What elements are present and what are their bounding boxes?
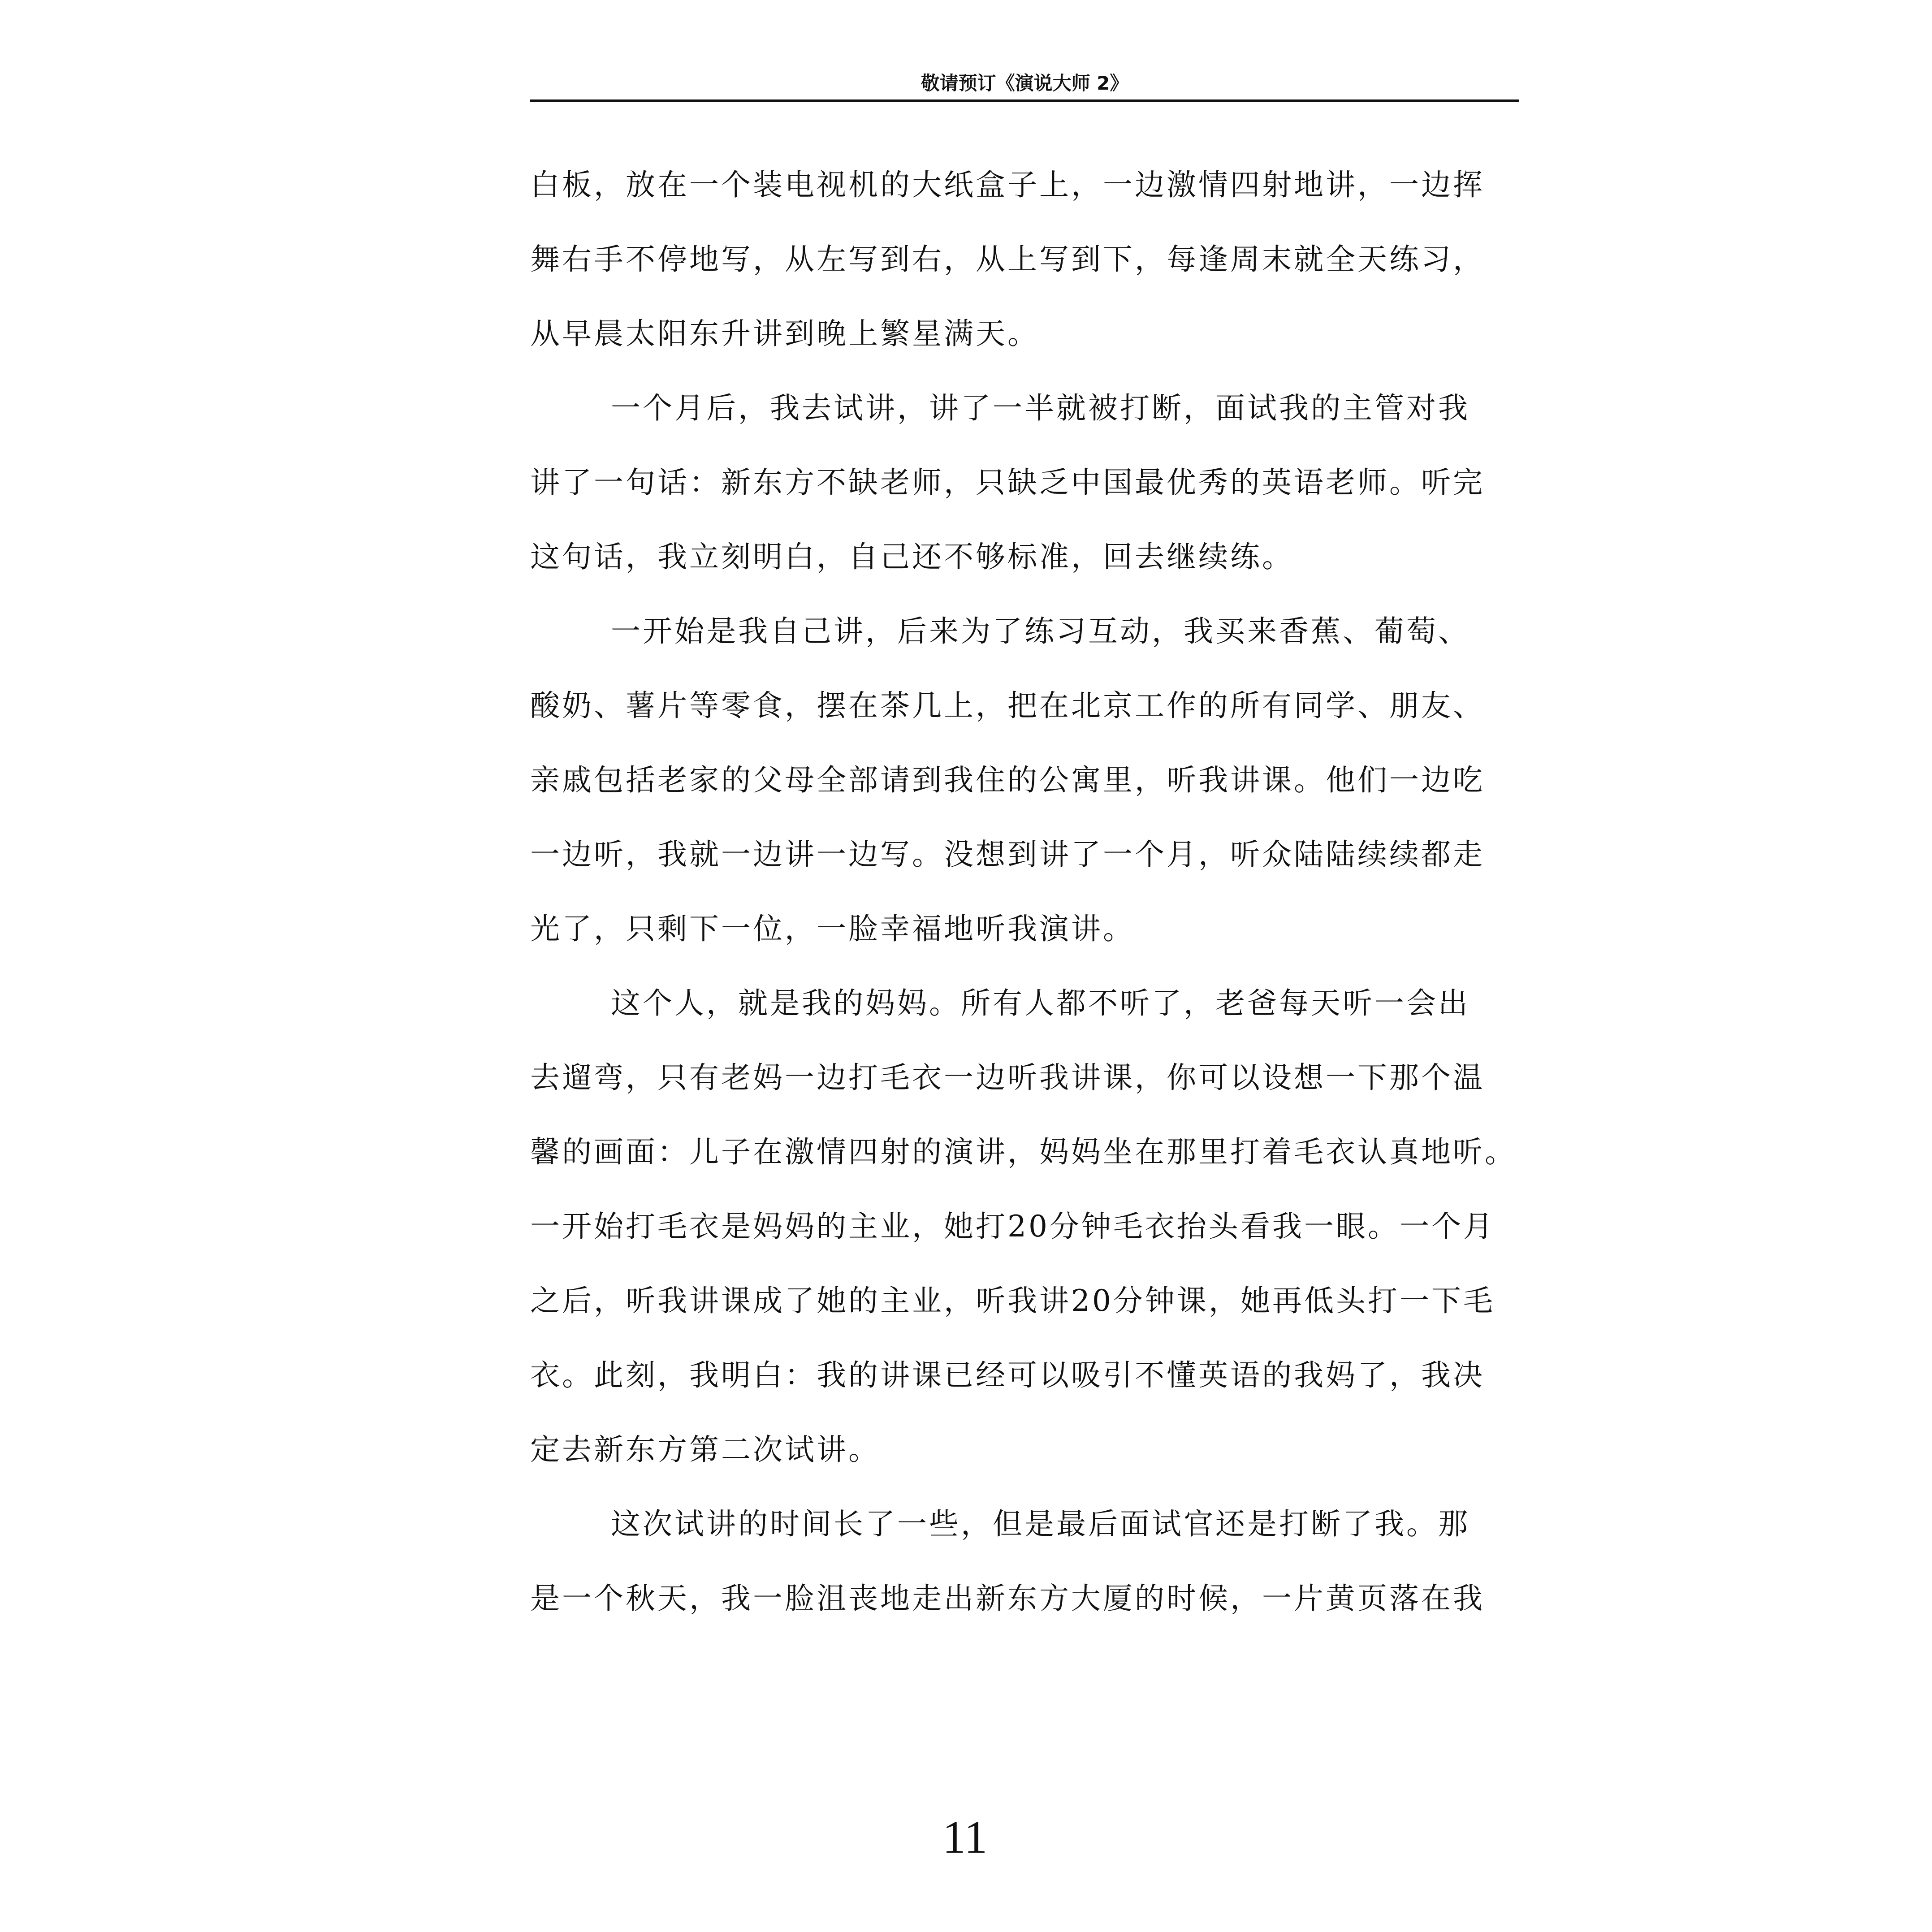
body-text — [530, 148, 1519, 1636]
text-line: 去遛弯，只有老妈一边打毛衣一边听我讲课，你可以设想一下那个温 — [530, 1060, 1485, 1095]
text-line: 一边听，我就一边讲一边写。没想到讲了一个月，听众陆陆续续都走 — [530, 837, 1485, 872]
text-line: 一开始是我自己讲，后来为了练习互动，我买来香蕉、葡萄、 — [611, 614, 1470, 648]
text-line: 讲了一句话：新东方不缺老师，只缺乏中国最优秀的英语老师。听完 — [530, 465, 1485, 500]
text-line: 这个人，就是我的妈妈。所有人都不听了，老爸每天听一会出 — [611, 986, 1470, 1020]
text-line: 馨的画面：儿子在激情四射的演讲，妈妈坐在那里打着毛衣认真地听。 — [530, 1135, 1517, 1169]
text-line: 舞右手不停地写，从左写到右，从上写到下，每逢周末就全天练习， — [530, 242, 1485, 277]
text-line: 这句话，我立刻明白，自己还不够标准，回去继续练。 — [530, 540, 1294, 574]
text-line: 从早晨太阳东升讲到晚上繁星满天。 — [530, 316, 1039, 351]
page-number: 11 — [942, 1811, 988, 1863]
running-header: 敬请预订《演说大师 2》 — [921, 72, 1129, 94]
text-line: 酸奶、薯片等零食，摆在茶几上，把在北京工作的所有同学、朋友、 — [530, 688, 1485, 723]
text-line: 亲戚包括老家的父母全部请到我住的公寓里，听我讲课。他们一边吃 — [530, 763, 1485, 797]
header-rule — [530, 99, 1519, 102]
text-line: 一个月后，我去试讲，讲了一半就被打断，面试我的主管对我 — [611, 391, 1470, 425]
text-line: 衣。此刻，我明白：我的讲课已经可以吸引不懂英语的我妈了，我决 — [530, 1358, 1485, 1392]
text-line: 一开始打毛衣是妈妈的主业，她打20分钟毛衣抬头看我一眼。一个月 — [530, 1209, 1495, 1244]
text-line: 定去新东方第二次试讲。 — [530, 1432, 880, 1467]
text-line: 之后，听我讲课成了她的主业，听我讲20分钟课，她再低头打一下毛 — [530, 1284, 1495, 1318]
text-line: 是一个秋天，我一脸沮丧地走出新东方大厦的时候，一片黄页落在我 — [530, 1581, 1485, 1616]
text-line: 这次试讲的时间长了一些，但是最后面试官还是打断了我。那 — [611, 1507, 1470, 1541]
text-line: 光了，只剩下一位，一脸幸福地听我演讲。 — [530, 912, 1135, 946]
text-line: 白板，放在一个装电视机的大纸盒子上，一边激情四射地讲，一边挥 — [530, 168, 1485, 202]
